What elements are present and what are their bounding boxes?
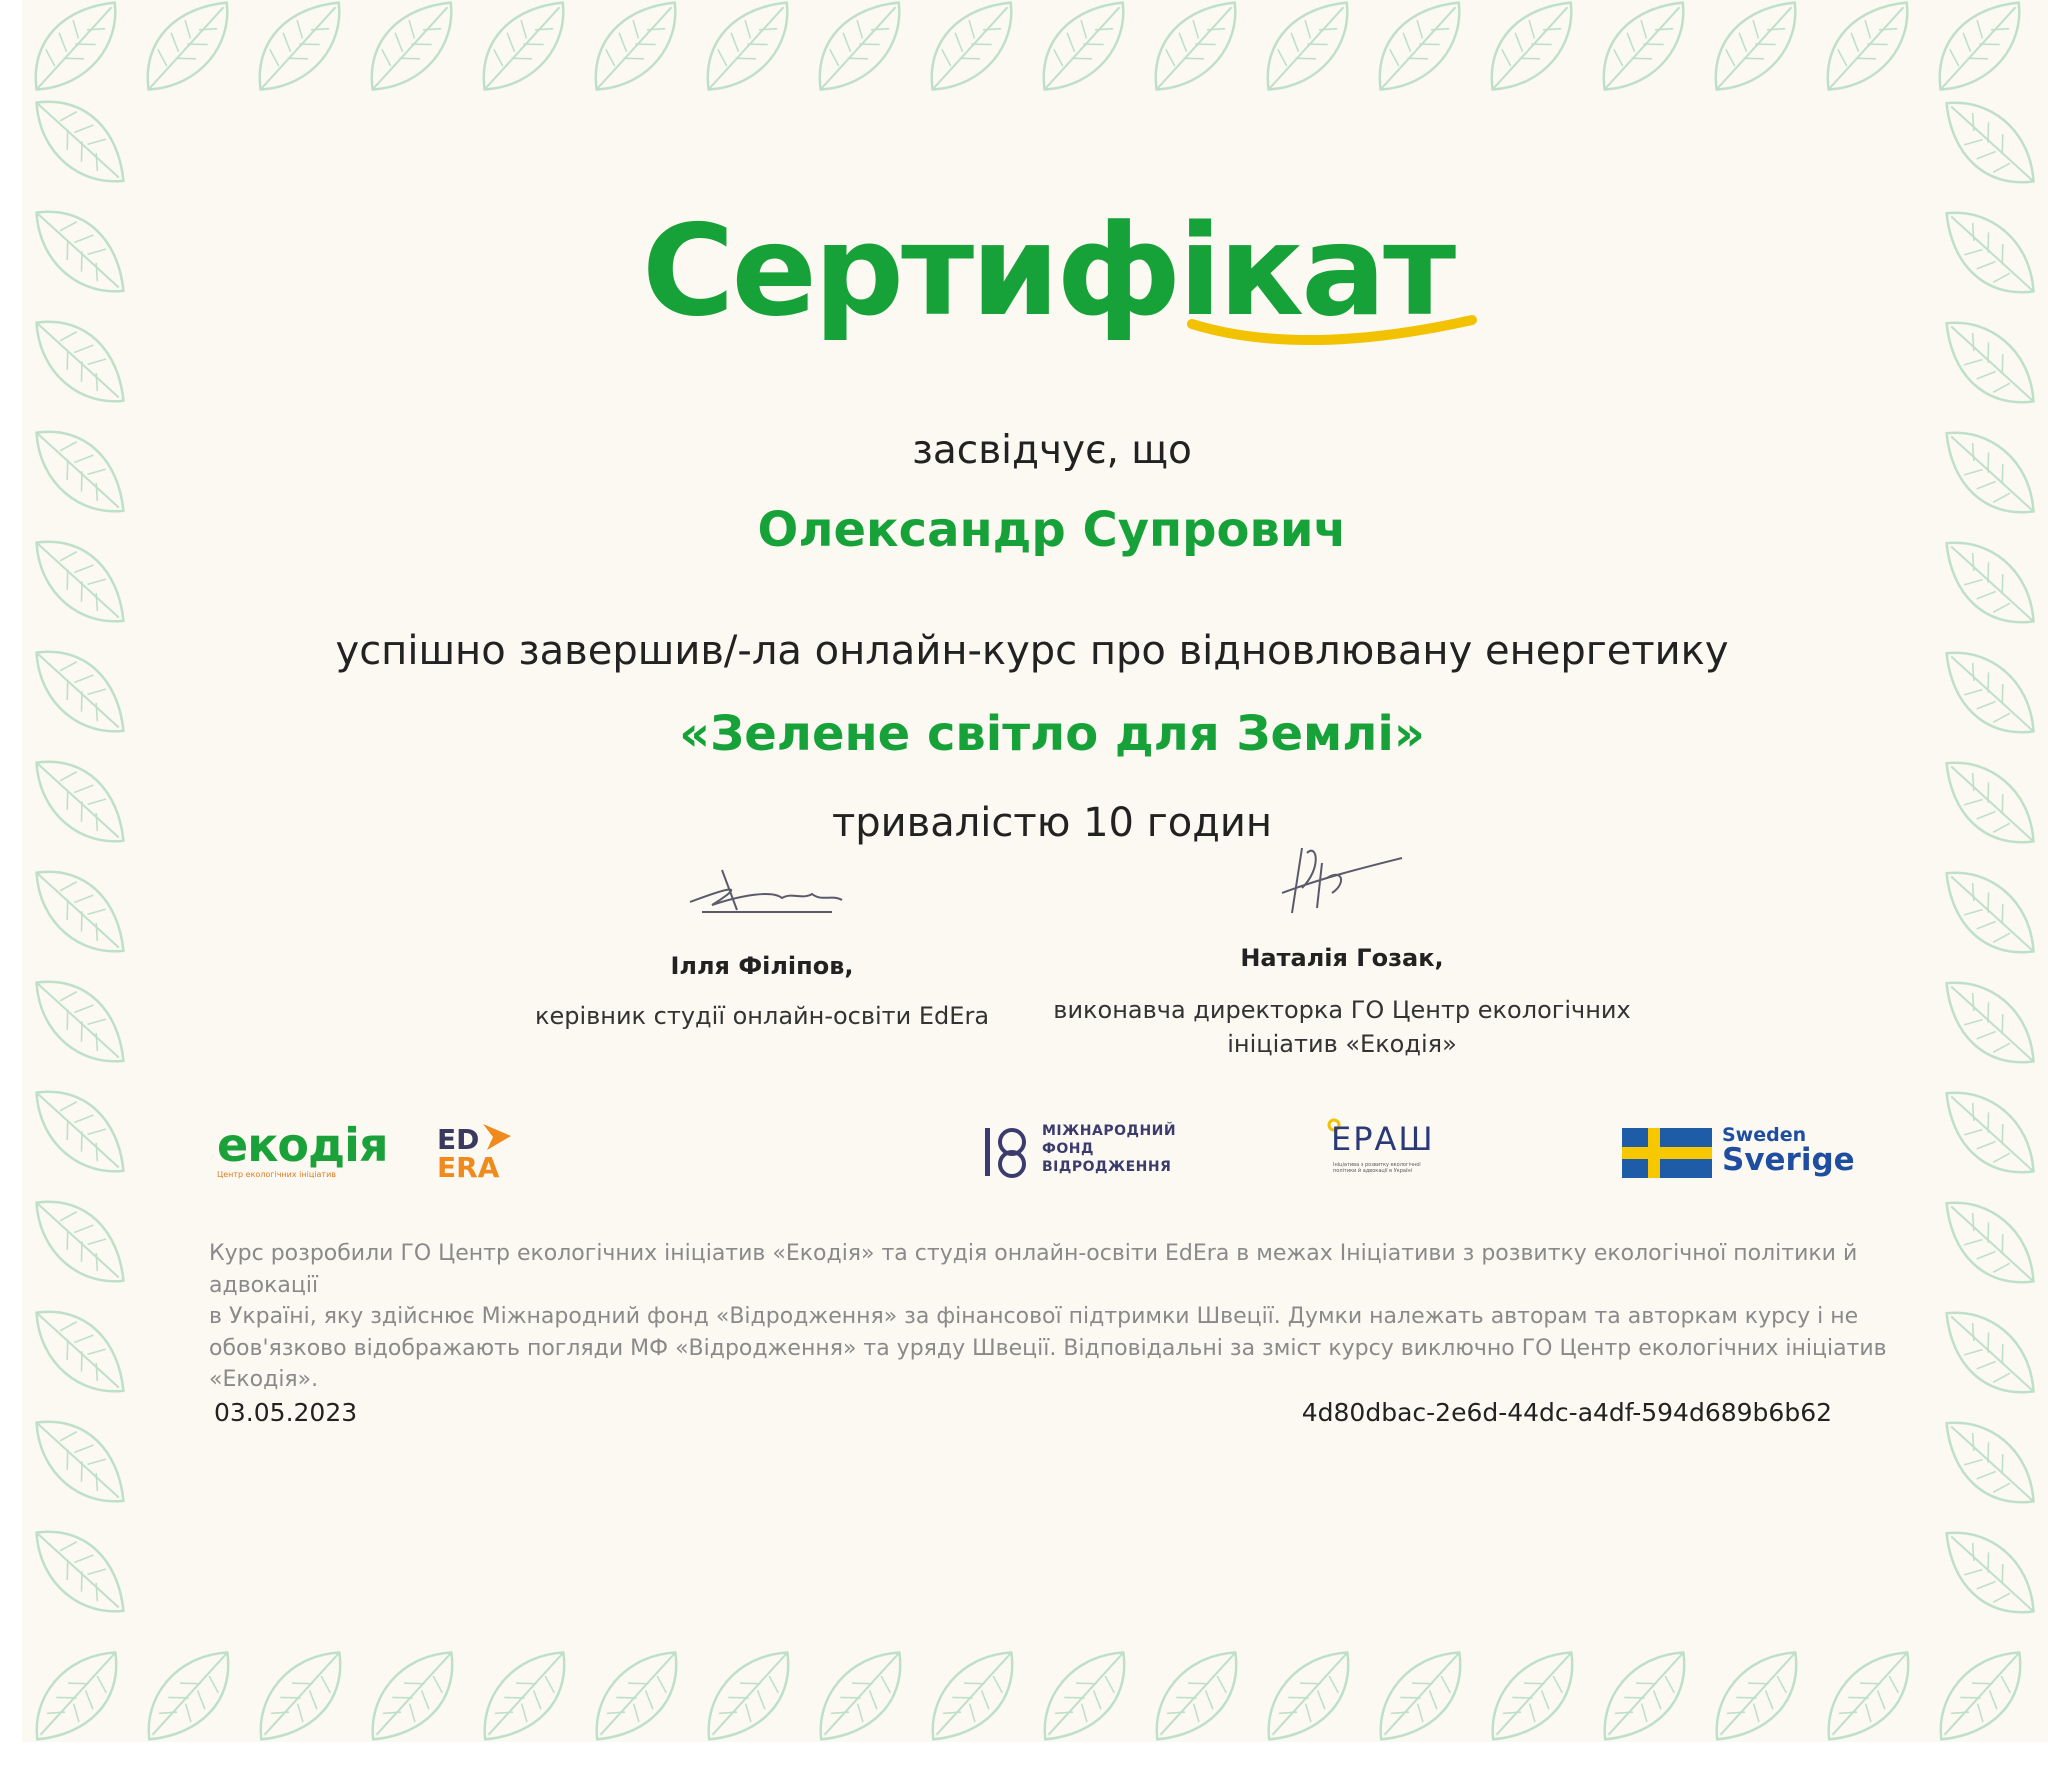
title-block [642, 196, 1472, 366]
signer-1-role: керівник студії онлайн-освіти EdEra [534, 1002, 990, 1030]
intro-text: засвідчує, що [912, 428, 1192, 473]
leaf-border-icon [24, 756, 132, 848]
leaf-border-icon [358, 1648, 466, 1740]
leaf-border-icon [246, 1648, 354, 1740]
sweden-logo-big: Sverige [1722, 1142, 1855, 1178]
leaf-border-icon [24, 96, 132, 188]
ekodia-logo-subtitle: Центр екологічних ініціатив [217, 1170, 336, 1179]
mfv-logo [982, 1122, 1212, 1180]
leaf-border-icon [24, 976, 132, 1068]
leaf-border-icon [1938, 756, 2046, 848]
leaf-border-icon [1142, 1648, 1250, 1740]
leaf-border-icon [24, 1306, 132, 1398]
sweden-flag-icon [1622, 1128, 1712, 1178]
signer-1-name: Ілля Філіпов, [670, 952, 854, 980]
leaf-border-icon [918, 2, 1026, 94]
leaf-border-icon [582, 1648, 690, 1740]
disclaimer-line: в Україні, яку здійснює Міжнародний фонд «Відродження» за фінансової підтримки Швеції. Думки належать авторам та авторкам курсу і не [209, 1304, 1859, 1329]
leaf-border-icon [1926, 2, 2034, 94]
completion-text: успішно завершив/-ла онлайн-курс про відновлювану енергетику [335, 628, 1729, 674]
certificate [22, 0, 2048, 1742]
leaf-border-icon [358, 2, 466, 94]
leaf-border-icon [1702, 1648, 1810, 1740]
leaf-border-icon [24, 646, 132, 738]
leaf-border-icon [1142, 2, 1250, 94]
disclaimer-line: Курс розробили ГО Центр екологічних ініціатив «Екодія» та студія онлайн-освіти EdEra в межах Ініціативи з розвитку екологічної політики й адвокації [209, 1241, 1858, 1298]
leaf-border-icon [1938, 976, 2046, 1068]
leaf-border-icon [1030, 2, 1138, 94]
signer-2-role-line2: ініціатив «Екодія» [1227, 1030, 1457, 1058]
leaf-border-icon [918, 1648, 1026, 1740]
leaf-border-icon [24, 1526, 132, 1618]
leaf-border-icon [22, 1648, 130, 1740]
course-duration: тривалістю 10 годин [831, 800, 1273, 846]
leaf-border-icon [1590, 2, 1698, 94]
leaf-border-icon [1926, 1648, 2034, 1740]
edera-logo-line2: ERA [437, 1151, 500, 1184]
leaf-border-icon [24, 316, 132, 408]
disclaimer [209, 1238, 1889, 1396]
leaf-border-icon [1938, 1416, 2046, 1508]
leaf-border-icon [1938, 206, 2046, 298]
leaf-border-icon [24, 866, 132, 958]
leaf-border-icon [1938, 536, 2046, 628]
leaf-border-icon [1254, 1648, 1362, 1740]
title-swoosh-icon [1182, 296, 1482, 356]
leaf-border-icon [806, 1648, 914, 1740]
epa-logo-text: ЕРАШ [1331, 1120, 1435, 1158]
leaf-border-icon [1938, 1526, 2046, 1618]
leaf-border-icon [24, 1086, 132, 1178]
signature-filipov [682, 850, 852, 920]
edera-logo [437, 1120, 527, 1184]
mfv-logo-line3: ВІДРОДЖЕННЯ [1042, 1159, 1172, 1175]
sweden-logo-small: Sweden [1722, 1124, 1807, 1146]
leaf-border-icon [1254, 2, 1362, 94]
leaf-border-icon [1702, 2, 1810, 94]
epa-logo [1327, 1118, 1487, 1180]
recipient-name: Олександр Супрович [757, 502, 1347, 558]
leaf-border-icon [1478, 1648, 1586, 1740]
leaf-border-icon [1478, 2, 1586, 94]
signer-2-name: Наталія Гозак, [1240, 944, 1444, 972]
leaf-border-icon [134, 2, 242, 94]
leaf-border-icon [1590, 1648, 1698, 1740]
leaf-border-icon [582, 2, 690, 94]
ekodia-logo [217, 1118, 388, 1180]
leaf-border-icon [806, 2, 914, 94]
leaf-border-icon [1938, 866, 2046, 958]
leaf-border-icon [470, 2, 578, 94]
mfv-logo-line2: ФОНД [1042, 1141, 1094, 1157]
leaf-border-icon [24, 206, 132, 298]
leaf-border-icon [246, 2, 354, 94]
disclaimer-line: «Екодія». [209, 1367, 319, 1392]
leaf-border-icon [1938, 96, 2046, 188]
certificate-title: Сертифікат [642, 197, 1454, 344]
certificate-id: 4d80dbac-2e6d-44dc-a4df-594d689b6b62 [1301, 1398, 1832, 1427]
leaf-border-icon [1814, 1648, 1922, 1740]
epa-logo-sub2: політики й адвокації в Україні [1333, 1168, 1413, 1174]
issue-date: 03.05.2023 [214, 1398, 358, 1427]
leaf-border-icon [1366, 2, 1474, 94]
epa-logo-sub1: Ініціатива з розвитку екологічної [1333, 1162, 1421, 1168]
leaf-border-icon [694, 1648, 802, 1740]
leaf-border-icon [1814, 2, 1922, 94]
leaf-border-icon [1366, 1648, 1474, 1740]
sweden-logo [1622, 1122, 1862, 1182]
leaf-border-icon [694, 2, 802, 94]
course-name: «Зелене світло для Землі» [679, 706, 1425, 762]
mfv-emblem-icon [982, 1126, 1028, 1178]
leaf-border-icon [1938, 316, 2046, 408]
leaf-border-icon [470, 1648, 578, 1740]
leaf-border-icon [1938, 1196, 2046, 1288]
leaf-border-icon [24, 1196, 132, 1288]
disclaimer-line: обов'язково відображають погляди МФ «Відродження» та уряду Швеції. Відповідальні за зміст курсу виключно ГО Центр екологічних ініціатив [209, 1335, 1887, 1361]
signer-2-role-line1: виконавча директорка ГО Центр екологічних [1053, 996, 1631, 1024]
leaf-border-icon [1938, 1086, 2046, 1178]
leaf-border-icon [1030, 1648, 1138, 1740]
leaf-border-icon [24, 536, 132, 628]
signature-hozak [1262, 838, 1412, 918]
leaf-border-icon [1938, 1306, 2046, 1398]
leaf-border-icon [24, 1416, 132, 1508]
edera-logo-line1: ED [437, 1123, 480, 1156]
edera-star-icon [477, 1120, 513, 1154]
leaf-border-icon [1938, 426, 2046, 518]
leaf-border-icon [1938, 646, 2046, 738]
ekodia-logo-text: екодія [217, 1118, 388, 1172]
leaf-border-icon [24, 426, 132, 518]
leaf-border-icon [134, 1648, 242, 1740]
mfv-logo-line1: МІЖНАРОДНИЙ [1042, 1123, 1177, 1139]
